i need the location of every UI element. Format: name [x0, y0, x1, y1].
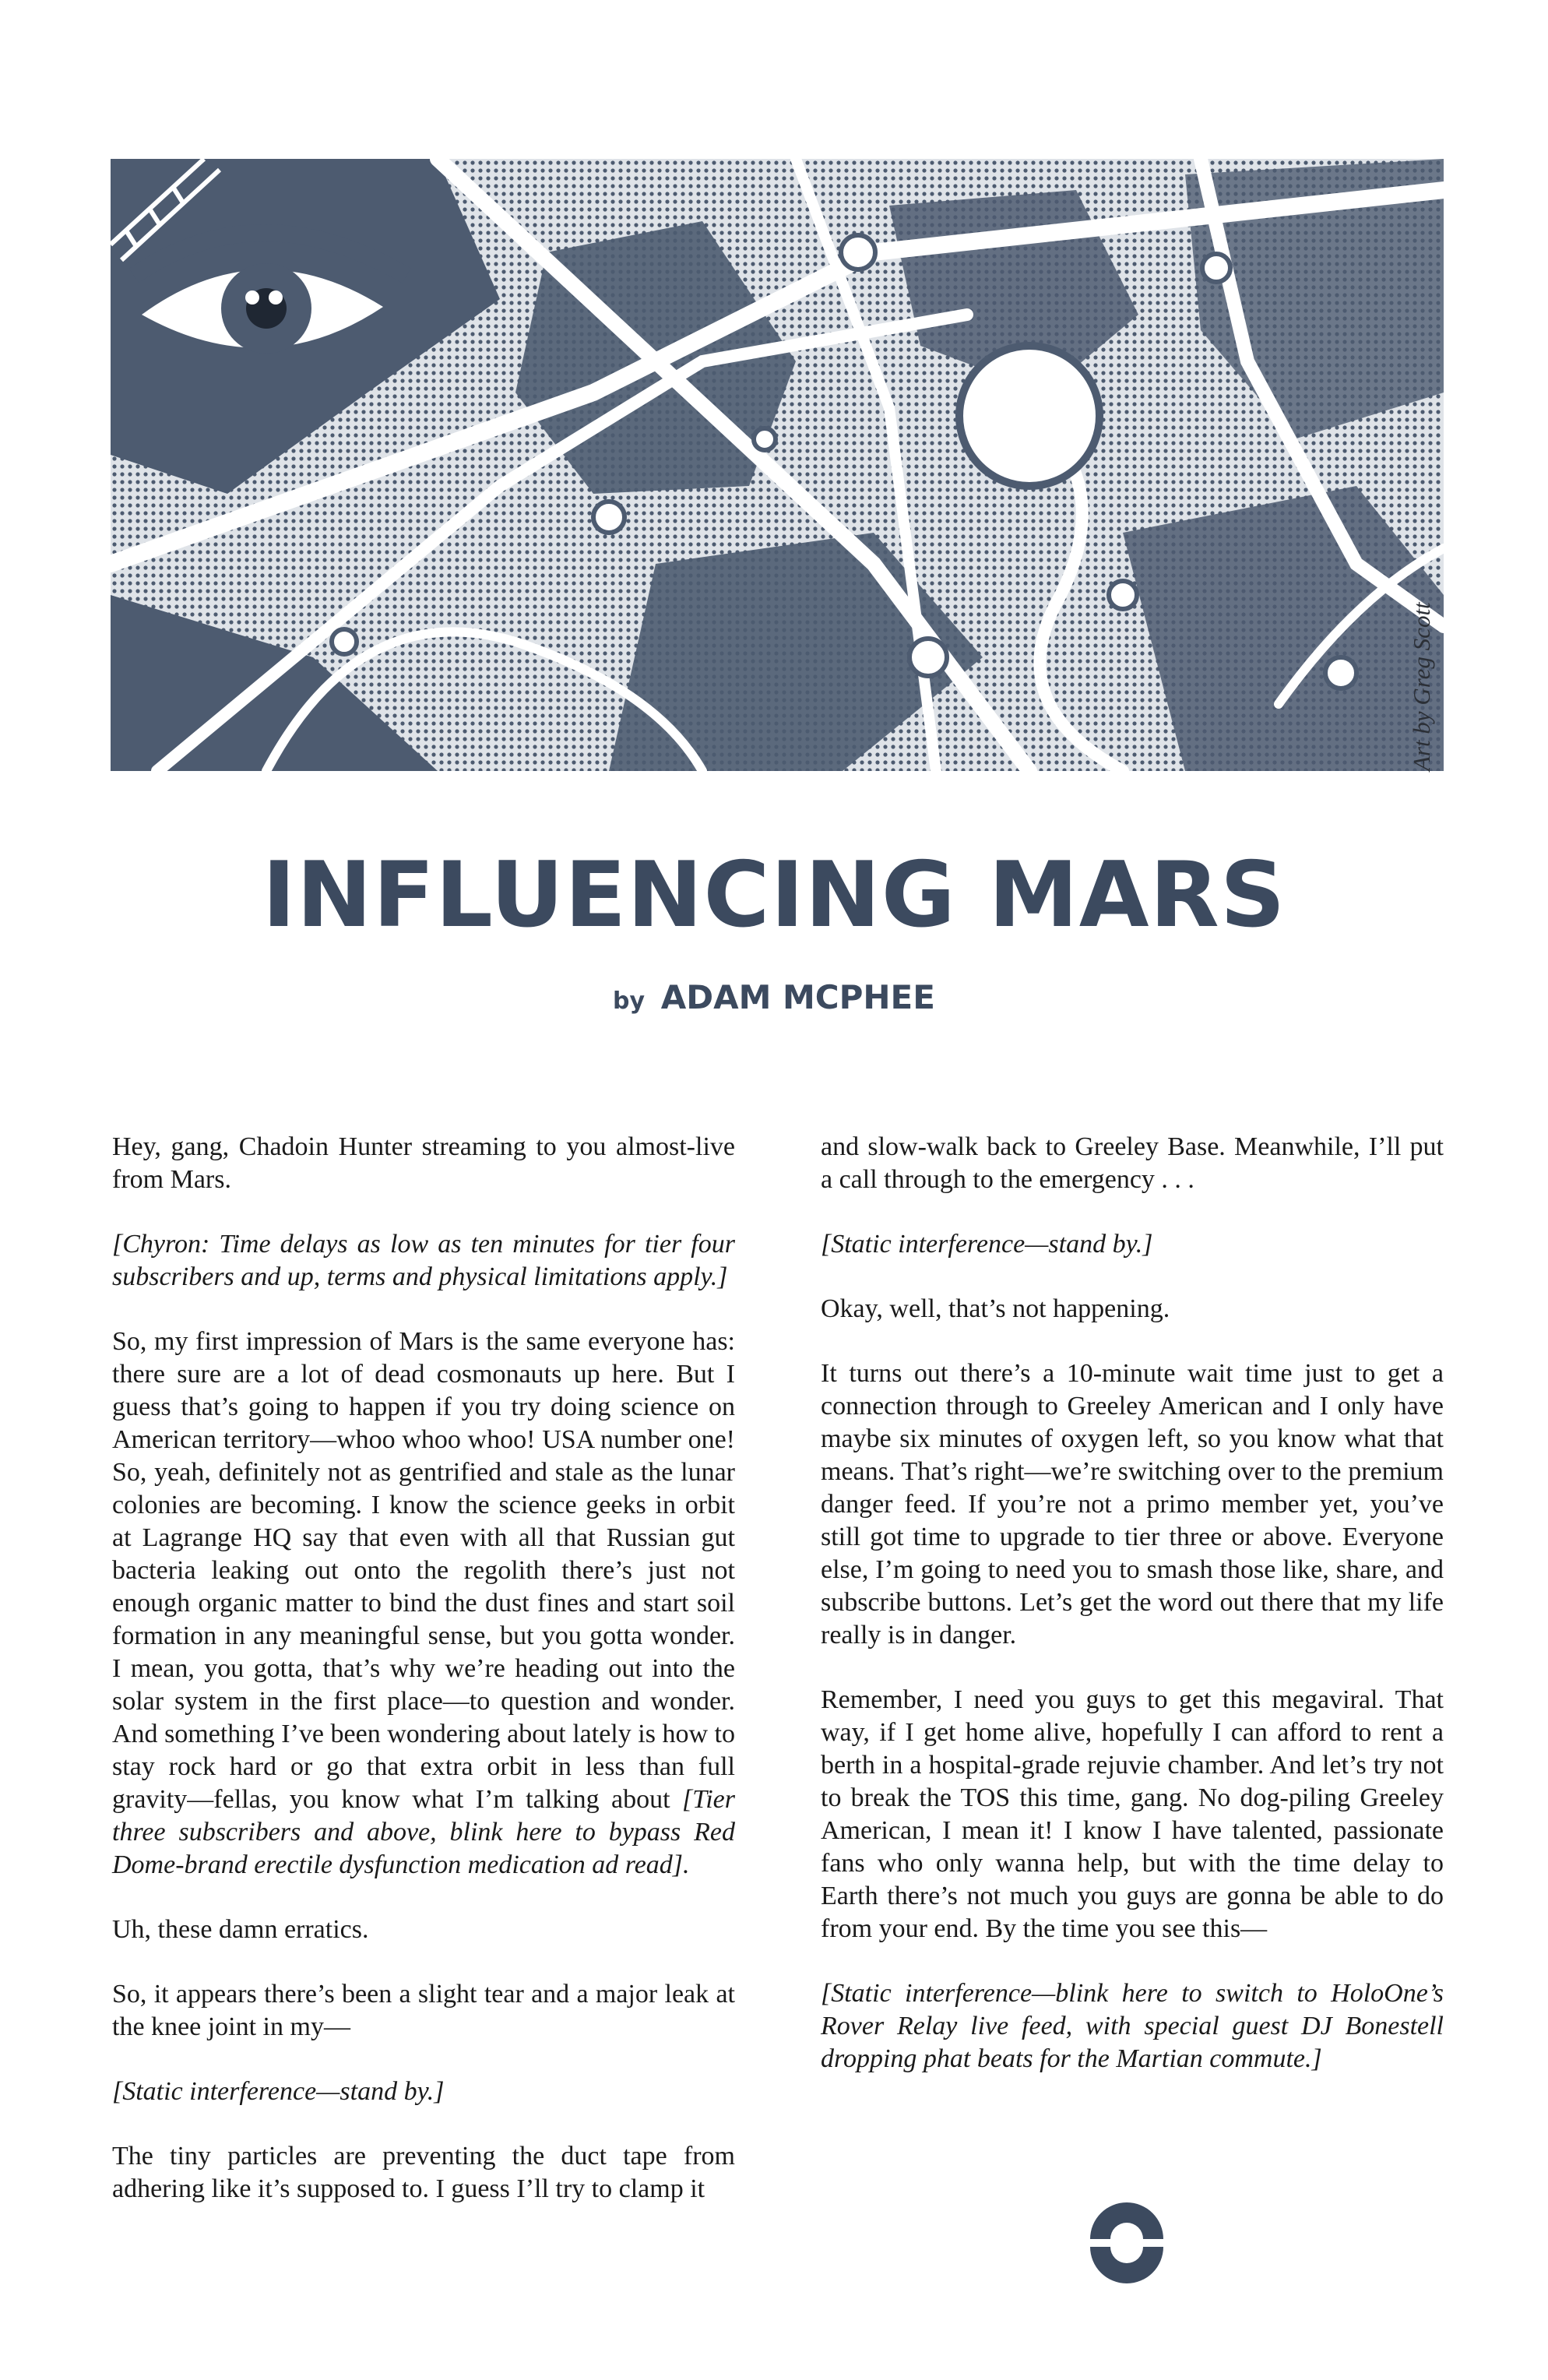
header-illustration [111, 159, 1444, 771]
article-column-right [821, 1131, 1444, 2107]
byline-by: by [613, 988, 646, 1015]
collage-eye-circuitry-illustration [111, 159, 1444, 771]
paragraph: and slow-walk back to Greeley Base. Meanwhile, I’ll put a call through to the emergency . . . [821, 1132, 1444, 1194]
paragraph [112, 1326, 735, 1882]
paragraph: The tiny particles are preventing the duct tape from adhering like it’s supposed to. I guess I’ll try to clamp it [112, 2142, 735, 2203]
paragraph: Okay, well, that’s not happening. [821, 1294, 1170, 1323]
static-interference-paragraph: [Static interference—blink here to switch to HoloOne’s Rover Relay live feed, with special guest DJ Bonestell dropping phat beats for the Martian commute.] [821, 1979, 1444, 2073]
ad-read-aside: [Tier three subscribers and above, blink here to bypass Red Dome-brand erectile dysfunction medication ad read]. [112, 1785, 735, 1879]
static-interference-paragraph: [Static interference—stand by.] [821, 1230, 1153, 1259]
byline [0, 978, 1548, 1016]
paragraph: So, it appears there’s been a slight tear and a major leak at the knee joint in my— [112, 1980, 735, 2041]
static-interference-paragraph: [Static interference—stand by.] [112, 2077, 445, 2106]
article-column-left [112, 1131, 735, 2237]
art-credit: Art by Greg Scott [1408, 602, 1435, 771]
end-of-story-icon [1084, 2200, 1170, 2286]
author-name: ADAM MCPHEE [660, 978, 935, 1016]
paragraph: It turns out there’s a 10-minute wait time just to get a connection through to Greeley American and I only have maybe six minutes of oxygen left, so you know what that means. That’s right—we’re switching over to the premium danger feed. If you’re not a primo member yet, you’ve still got time to upgrade to tier three or above. Everyone else, I’m going to need you to smash those like, share, and subscribe buttons. Let’s get the word out there that my life really is in danger. [821, 1359, 1444, 1649]
article-title: INFLUENCING MARS [262, 843, 1286, 948]
paragraph: Hey, gang, Chadoin Hunter streaming to you almost-live from Mars. [112, 1132, 735, 1194]
chyron-paragraph: [Chyron: Time delays as low as ten minutes for tier four subscribers and up, terms and physical limitations apply.] [112, 1230, 735, 1291]
paragraph: Remember, I need you guys to get this megaviral. That way, if I get home alive, hopefully I can afford to rent a berth in a hospital-grade rejuvie chamber. And let’s try not to break the TOS this time, gang. No dog-piling Greeley American, I mean it! I know I have talented, passionate fans who only wanna help, but with the time delay to Earth there’s not much you guys are gonna be able to do from your end. By the time you see this— [821, 1685, 1444, 1943]
paragraph-text: So, my first impression of Mars is the same everyone has: there sure are a lot of dead cosmonauts up here. But I guess that’s going to happen if you try doing science on American territory—whoo whoo whoo! USA number one! So, yeah, definitely not as gentrified and stale as the lunar colonies are becoming. I know the science geeks in orbit at Lagrange HQ say that even with all that Russian gut bacteria leaking out onto the regolith there’s just not enough organic matter to bind the dust fines and start soil formation in any meaningful sense, but you gotta wonder. I mean, you gotta, that’s why we’re heading out into the solar system in the first place—to question and wonder. And something I’ve been wondering about lately is how to stay rock hard or go that extra orbit in less than full gravity—fellas, you know what I’m talking about [112, 1327, 735, 1814]
paragraph: Uh, these damn erratics. [112, 1915, 369, 1944]
